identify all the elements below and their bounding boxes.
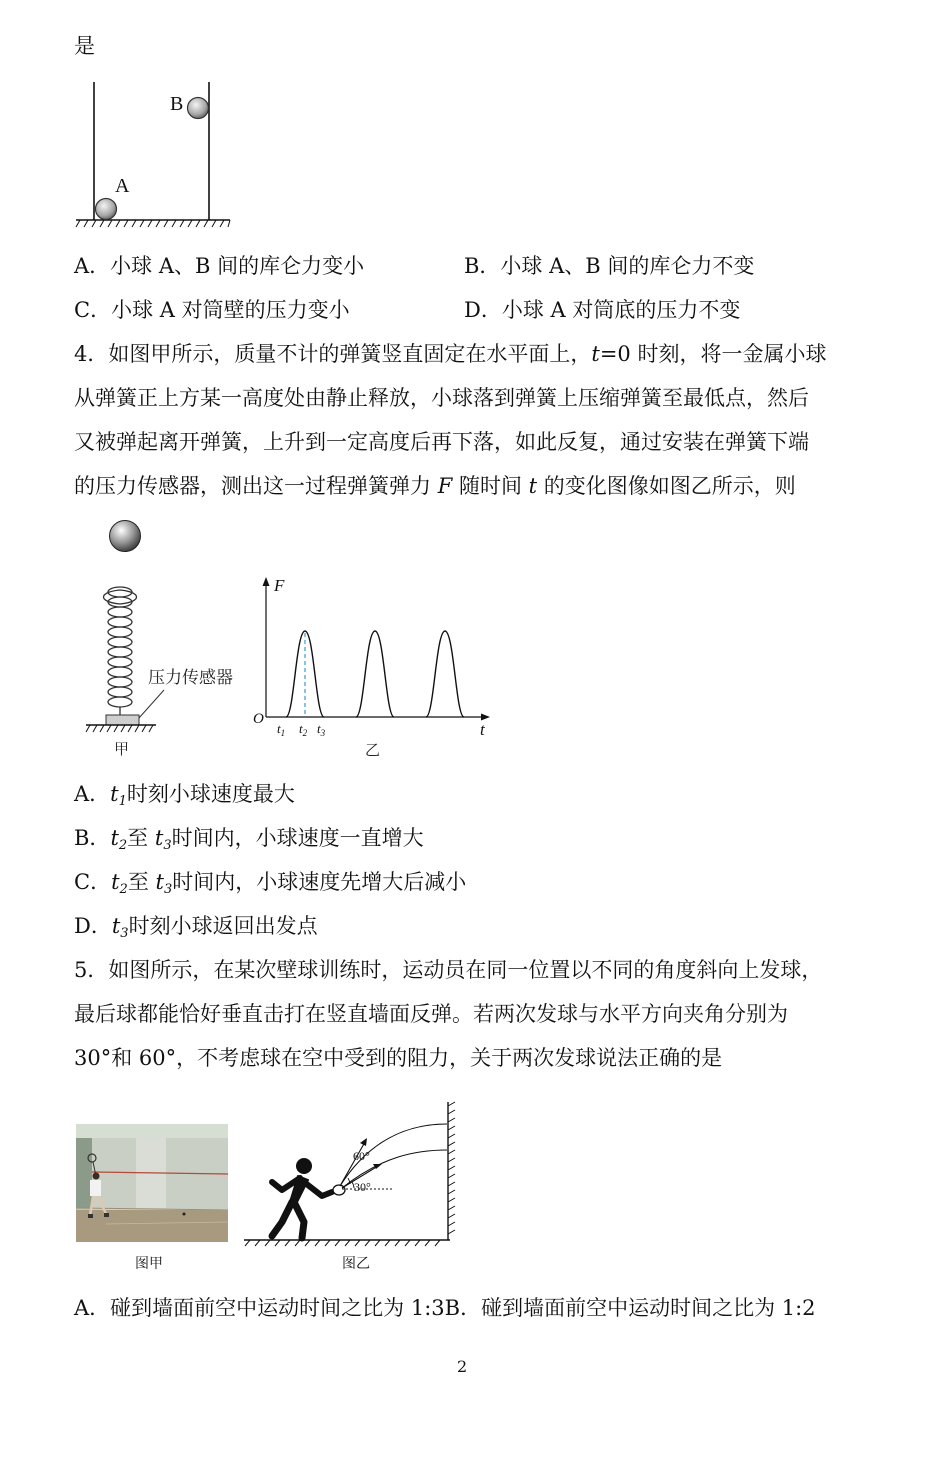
- player-silhouette-icon: [272, 1158, 332, 1238]
- squash-photo: [76, 1124, 228, 1242]
- svg-text:t3: $t_3$: [317, 721, 326, 738]
- q5-stem-line-1: 5．如图所示，在某次壁球训练时，运动员在同一位置以不同的角度斜向上发球，: [74, 958, 823, 982]
- photo-caption-jia: 图甲: [135, 1256, 163, 1272]
- q4-option-b: B．$t_2$至 $t_3$时间内，小球速度一直增大: [74, 826, 424, 853]
- ground-line: [76, 220, 230, 227]
- angle-60-label: 60°: [353, 1149, 370, 1163]
- label-b: B: [170, 93, 184, 115]
- floor-line: [244, 1240, 450, 1246]
- q4-stem-line-4: 的压力传感器，测出这一过程弹簧弹力 F 随时间 t 的变化图像如图乙所示，则: [74, 474, 796, 498]
- force-pulse-3: [426, 631, 464, 717]
- label-a: A: [115, 175, 130, 197]
- q4-force-time-graph: [248, 575, 498, 765]
- spring-coil-icon: [104, 587, 137, 715]
- q5-stem-line-3: 30°和 60°，不考虑球在空中受到的阻力，关于两次发球说法正确的是: [74, 1046, 723, 1070]
- q3-option-d: D．小球 A 对筒底的压力不变: [464, 298, 741, 322]
- angle-30-label: 30°: [354, 1180, 371, 1194]
- page-number: 2: [457, 1357, 468, 1376]
- pressure-sensor-block: [106, 715, 139, 725]
- q3-option-c: C．小球 A 对筒壁的压力变小: [74, 298, 350, 322]
- axis-f: [263, 577, 270, 717]
- q3-cylinder-figure: [72, 78, 242, 238]
- caption-jia: 甲: [114, 740, 130, 758]
- q5-options-ab: A．碰到墙面前空中运动时间之比为 1:3B．碰到墙面前空中运动时间之比为 1:2: [74, 1296, 816, 1320]
- caption-yi: 乙: [365, 741, 381, 759]
- wall-line: [448, 1102, 455, 1240]
- ball-b-icon: [188, 98, 209, 119]
- q4-option-c: C．$t_2$至 $t_3$时间内，小球速度先增大后减小: [74, 870, 467, 897]
- q4-stem-line-2: 从弹簧正上方某一高度处由静止释放，小球落到弹簧上压缩弹簧至最低点，然后: [74, 386, 809, 410]
- axis-f-label: F: [274, 576, 285, 595]
- axis-t: [266, 714, 490, 721]
- q4-spring-figure: [80, 512, 270, 762]
- tick-t2: [299, 721, 308, 738]
- sensor-label: 压力传感器: [148, 668, 233, 688]
- q4-stem-line-1: 4．如图甲所示，质量不计的弹簧竖直固定在水平面上，t=0 时刻，将一金属小球: [74, 342, 827, 366]
- force-pulse-2: [356, 631, 394, 717]
- svg-text:t2: $t_2$: [299, 721, 308, 738]
- diagram-caption-yi: 图乙: [342, 1256, 370, 1272]
- q3-option-a: A．小球 A、B 间的库仑力变小: [74, 254, 365, 278]
- tick-t3: [317, 721, 326, 738]
- q4-option-a: A．$t_1$时刻小球速度最大: [74, 782, 295, 809]
- q3-option-b: B．小球 A、B 间的库仑力不变: [464, 254, 755, 278]
- q4-stem-line-3: 又被弹起离开弹簧，上升到一定高度后再下落，如此反复，通过安装在弹簧下端: [74, 430, 809, 454]
- axis-t-label: t: [480, 720, 485, 739]
- q3-tail-text: 是: [74, 34, 95, 58]
- q4-option-d: D．$t_3$时刻小球返回出发点: [74, 914, 318, 941]
- q5-stem-line-2: 最后球都能恰好垂直击打在竖直墙面反弹。若两次发球与水平方向夹角分别为: [74, 1002, 788, 1026]
- metal-ball-icon: [110, 521, 141, 552]
- svg-text:t1: $t_1$: [277, 721, 286, 738]
- origin-label: O: [253, 711, 264, 727]
- tick-t1: [277, 721, 285, 738]
- spring-ground: [86, 725, 156, 732]
- squash-diagram: [242, 1098, 472, 1248]
- sensor-leader-line: [139, 690, 164, 718]
- ball-a-icon: [96, 199, 117, 220]
